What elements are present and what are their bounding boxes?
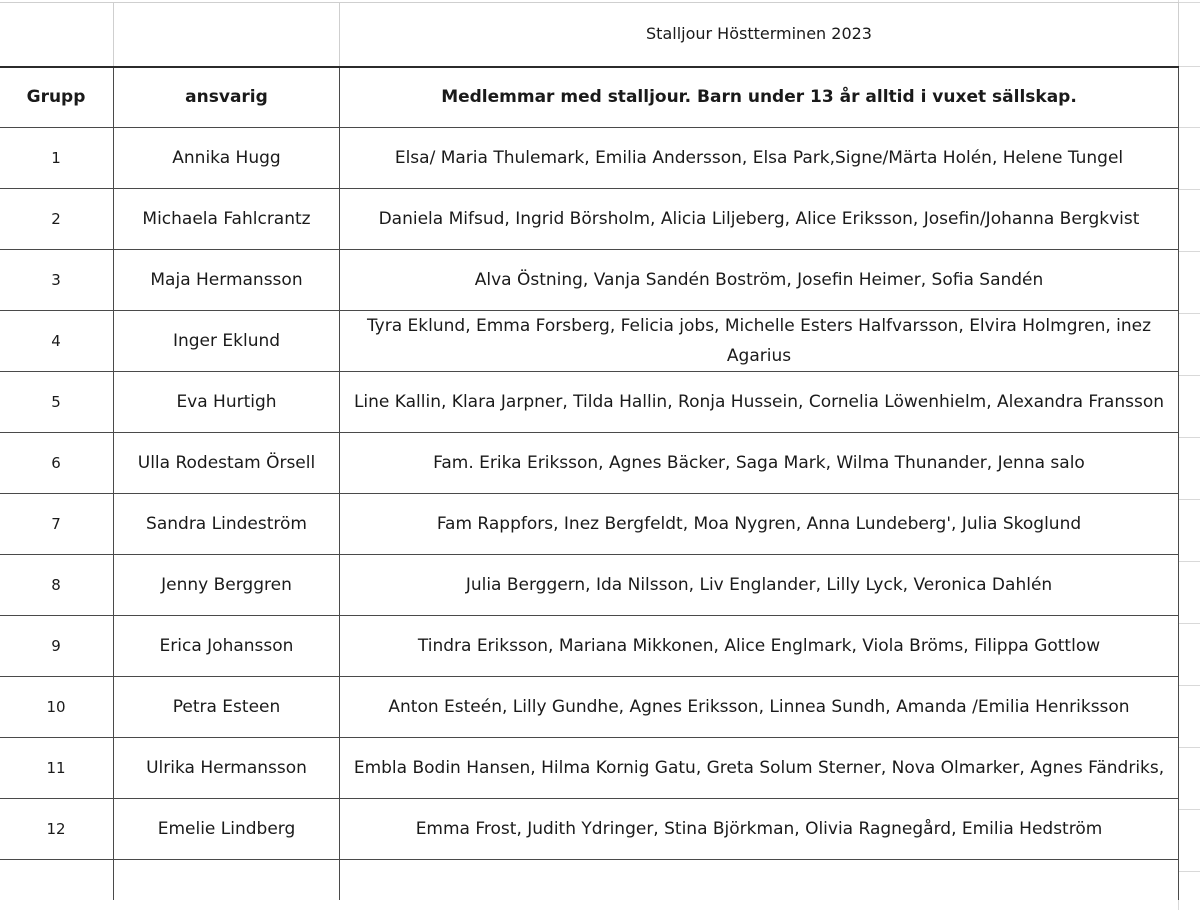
table-row bbox=[0, 555, 1179, 616]
group-number-cell[interactable]: 10 bbox=[0, 677, 114, 738]
group-number-cell[interactable]: 2 bbox=[0, 189, 114, 250]
grid-row-line bbox=[1178, 561, 1200, 562]
header-members[interactable]: Medlemmar med stalljour. Barn under 13 år alltid i vuxet sällskap. bbox=[340, 67, 1179, 128]
title-row bbox=[0, 3, 1179, 67]
empty-cell[interactable] bbox=[114, 3, 340, 67]
responsible-cell[interactable]: Jenny Berggren bbox=[114, 555, 340, 616]
group-number-cell[interactable]: 6 bbox=[0, 433, 114, 494]
responsible-cell[interactable]: Annika Hugg bbox=[114, 128, 340, 189]
empty-row bbox=[0, 860, 1179, 900]
grid-row-line bbox=[1178, 499, 1200, 500]
table-row bbox=[0, 738, 1179, 799]
grid-row-line bbox=[1178, 127, 1200, 128]
group-number-cell[interactable]: 5 bbox=[0, 372, 114, 433]
table-row bbox=[0, 677, 1179, 738]
grid-row-line bbox=[1178, 437, 1200, 438]
grid-row-line bbox=[1178, 809, 1200, 810]
members-cell[interactable]: Daniela Mifsud, Ingrid Börsholm, Alicia Liljeberg, Alice Eriksson, Josefin/Johanna Bergkvist bbox=[340, 189, 1179, 250]
stable-duty-table bbox=[0, 2, 1179, 900]
members-cell[interactable]: Julia Berggern, Ida Nilsson, Liv Englander, Lilly Lyck, Veronica Dahlén bbox=[340, 555, 1179, 616]
empty-cell[interactable] bbox=[340, 860, 1179, 900]
responsible-cell[interactable]: Michaela Fahlcrantz bbox=[114, 189, 340, 250]
group-number-cell[interactable]: 9 bbox=[0, 616, 114, 677]
table-row bbox=[0, 616, 1179, 677]
members-cell[interactable]: Tindra Eriksson, Mariana Mikkonen, Alice Englmark, Viola Bröms, Filippa Gottlow bbox=[340, 616, 1179, 677]
table-row bbox=[0, 494, 1179, 555]
group-number-cell[interactable]: 7 bbox=[0, 494, 114, 555]
grid-row-line bbox=[1178, 375, 1200, 376]
table-row bbox=[0, 250, 1179, 311]
members-cell[interactable]: Embla Bodin Hansen, Hilma Kornig Gatu, Greta Solum Sterner, Nova Olmarker, Agnes Fändriks, bbox=[340, 738, 1179, 799]
members-cell[interactable]: Fam. Erika Eriksson, Agnes Bäcker, Saga Mark, Wilma Thunander, Jenna salo bbox=[340, 433, 1179, 494]
group-number-cell[interactable]: 11 bbox=[0, 738, 114, 799]
table-row bbox=[0, 128, 1179, 189]
empty-cell[interactable] bbox=[114, 860, 340, 900]
responsible-cell[interactable]: Ulrika Hermansson bbox=[114, 738, 340, 799]
members-cell[interactable]: Elsa/ Maria Thulemark, Emilia Andersson, Elsa Park,Signe/Märta Holén, Helene Tungel bbox=[340, 128, 1179, 189]
responsible-cell[interactable]: Inger Eklund bbox=[114, 311, 340, 372]
header-responsible[interactable]: ansvarig bbox=[114, 67, 340, 128]
members-cell[interactable]: Emma Frost, Judith Ydringer, Stina Björkman, Olivia Ragnegård, Emilia Hedström bbox=[340, 799, 1179, 860]
members-cell[interactable]: Fam Rappfors, Inez Bergfeldt, Moa Nygren, Anna Lundeberg', Julia Skoglund bbox=[340, 494, 1179, 555]
table-row bbox=[0, 372, 1179, 433]
grid-row-line bbox=[1178, 871, 1200, 872]
grid-row-line bbox=[1178, 251, 1200, 252]
table-row bbox=[0, 189, 1179, 250]
grid-row-line bbox=[1178, 66, 1200, 67]
grid-row-line bbox=[1178, 623, 1200, 624]
group-number-cell[interactable]: 1 bbox=[0, 128, 114, 189]
grid-row-line bbox=[1178, 2, 1200, 3]
sheet-title[interactable]: Stalljour Höstterminen 2023 bbox=[340, 3, 1179, 67]
grid-row-line bbox=[1178, 747, 1200, 748]
empty-cell[interactable] bbox=[0, 860, 114, 900]
members-cell[interactable]: Alva Östning, Vanja Sandén Boström, Josefin Heimer, Sofia Sandén bbox=[340, 250, 1179, 311]
responsible-cell[interactable]: Eva Hurtigh bbox=[114, 372, 340, 433]
table-row bbox=[0, 433, 1179, 494]
header-row bbox=[0, 67, 1179, 128]
group-number-cell[interactable]: 12 bbox=[0, 799, 114, 860]
members-cell[interactable]: Line Kallin, Klara Jarpner, Tilda Hallin, Ronja Hussein, Cornelia Löwenhielm, Alexandra Fransson bbox=[340, 372, 1179, 433]
empty-cell[interactable] bbox=[0, 3, 114, 67]
responsible-cell[interactable]: Ulla Rodestam Örsell bbox=[114, 433, 340, 494]
grid-row-line bbox=[1178, 189, 1200, 190]
grid-row-line bbox=[1178, 685, 1200, 686]
responsible-cell[interactable]: Petra Esteen bbox=[114, 677, 340, 738]
header-group[interactable]: Grupp bbox=[0, 67, 114, 128]
responsible-cell[interactable]: Maja Hermansson bbox=[114, 250, 340, 311]
table-row bbox=[0, 799, 1179, 860]
group-number-cell[interactable]: 8 bbox=[0, 555, 114, 616]
responsible-cell[interactable]: Erica Johansson bbox=[114, 616, 340, 677]
responsible-cell[interactable]: Sandra Lindeström bbox=[114, 494, 340, 555]
responsible-cell[interactable]: Emelie Lindberg bbox=[114, 799, 340, 860]
group-number-cell[interactable]: 4 bbox=[0, 311, 114, 372]
members-cell[interactable]: Tyra Eklund, Emma Forsberg, Felicia jobs, Michelle Esters Halfvarsson, Elvira Holmgren, inez Agarius bbox=[340, 311, 1179, 372]
group-number-cell[interactable]: 3 bbox=[0, 250, 114, 311]
table-row bbox=[0, 311, 1179, 372]
grid-row-line bbox=[1178, 313, 1200, 314]
members-cell[interactable]: Anton Esteén, Lilly Gundhe, Agnes Eriksson, Linnea Sundh, Amanda /Emilia Henriksson bbox=[340, 677, 1179, 738]
